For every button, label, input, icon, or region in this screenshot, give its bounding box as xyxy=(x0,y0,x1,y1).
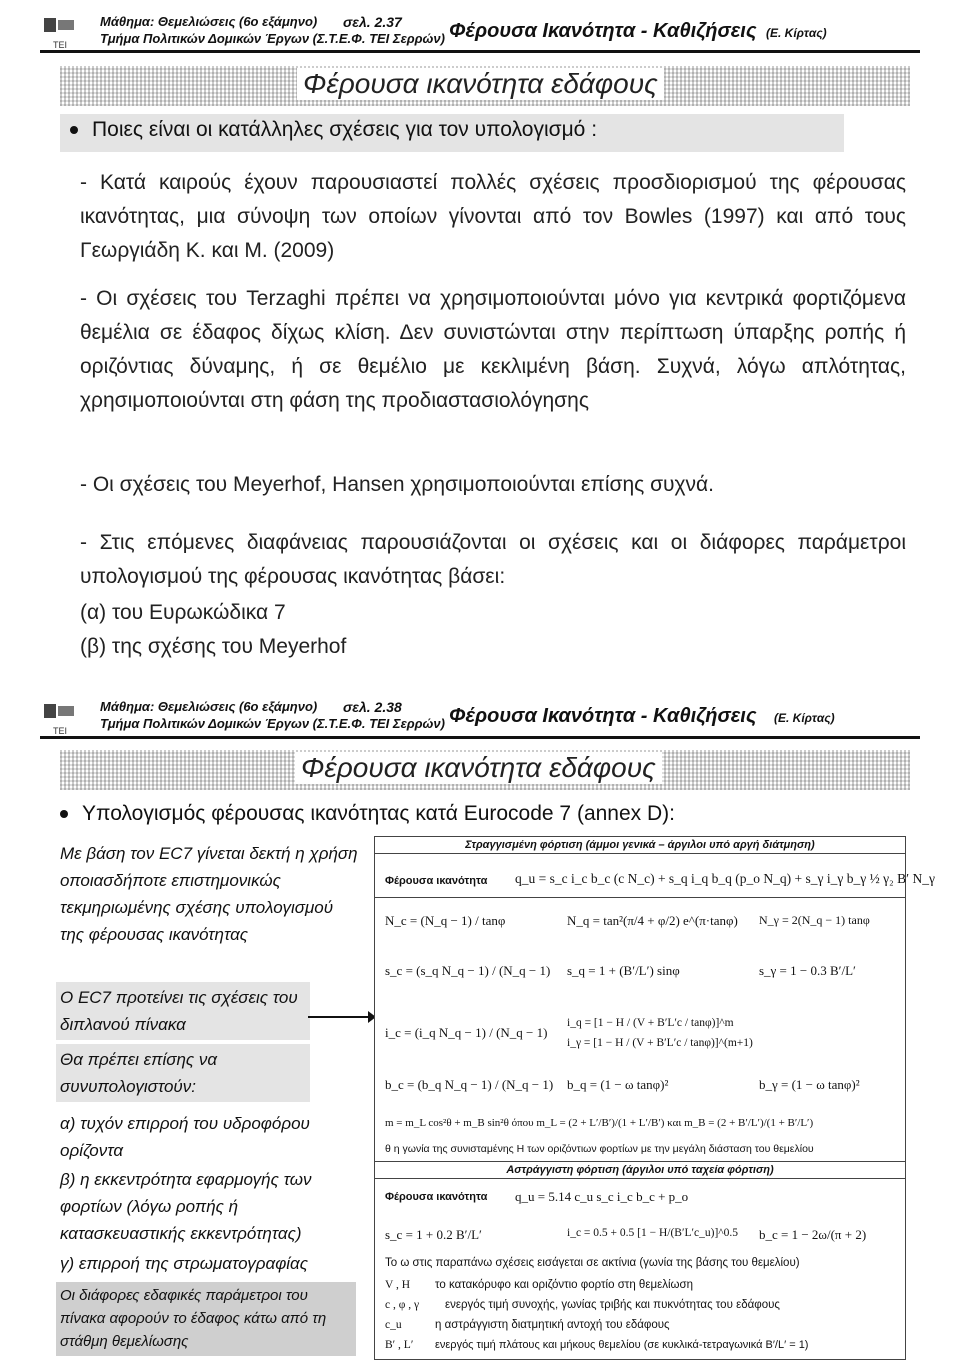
stratigraphy-text: γ) επιρροή της στρωματογραφίας xyxy=(60,1254,309,1273)
legend-symbol-cu: c_u xyxy=(385,1319,402,1331)
ig-formula: i_γ = [1 − H / (V + B′L′c / tanφ)]^(m+1) xyxy=(567,1037,753,1049)
paragraph-terzaghi: - Οι σχέσεις του Terzaghi πρέπει να χρησιμοποιούνται μόνο για κεντρικά φορτιζόμενα θεμέλια σε έδαφος δίχως κλίση. Δεν συνιστώνται στην περίπτωση ύπαρξης ροπής ή οριζόντιας δύναμης, ή σε θεμέλιο με κεκλιμένη βάση. Συχνά, λόγω απλότητας, χρησιμοποιούνται στη φάση της προδιαστασιολόγησης xyxy=(80,287,906,412)
theta-note: θ η γωνία της συνισταμένης Η των οριζόντιων φορτίων με την μεγάλη διάσταση του θεμελίου xyxy=(385,1143,814,1155)
nc-formula: N_c = (N_q − 1) / tanφ xyxy=(385,913,506,928)
legend-text-c-phi-gamma: ενεργός τιμή συνοχής, γωνίας τριβής και πυκνότητας του εδάφους xyxy=(445,1299,780,1311)
page-number: σελ. 2.37 xyxy=(343,14,402,30)
paragraph-bowles: - Κατά καιρούς έχουν παρουσιαστεί πολλές σχέσεις προσδιορισμού της φέρουσας ικανότητας, μια σύνοψη των οποίων γίνονται από τον Bowles (1997) και από τους Γεωργιάδη Κ. και Μ. (2009) xyxy=(80,171,906,262)
ec7-formula-table xyxy=(374,836,935,1360)
bullet-dot xyxy=(70,126,78,134)
bearing-label-undrained: Φέρουσα ικανότητα xyxy=(385,1191,488,1203)
course-label: Μάθημα: Θεμελιώσεις (6ο εξάμηνο) xyxy=(100,14,318,29)
header-rule xyxy=(40,736,920,739)
ic-undrained-formula: i_c = 0.5 + 0.5 [1 − H/(B′L′c_u)]^0.5 xyxy=(567,1227,739,1239)
paragraph-meyerhof-hansen: - Οι σχέσεις του Meyerhof, Hansen χρησιμοποιούνται επίσης συχνά. xyxy=(80,473,715,496)
soil-params-text: Οι διάφορες εδαφικές παράμετροι του πίνακα αφορούν το έδαφος κάτω από τη στάθμη θεμελίωσης xyxy=(60,1287,327,1350)
sq-formula: s_q = 1 + (B′/L′) sinφ xyxy=(567,963,680,978)
sc-undrained-formula: s_c = 1 + 0.2 B′/L′ xyxy=(385,1227,482,1242)
drained-caption: Στραγγισμένη φόρτιση (άμμοι γενικά – άργιλοι υπό αργή διάτμηση) xyxy=(375,837,905,854)
ic-formula: i_c = (i_q N_q − 1) / (N_q − 1) xyxy=(385,1025,548,1040)
groundwater-text: α) τυχόν επιρροή του υδροφόρου ορίζοντα xyxy=(60,1114,310,1160)
legend-symbol-bl: B′ , L′ xyxy=(385,1339,414,1351)
legend-text-bl: ενεργός τιμή πλάτους και μήκους θεμελίου (σε κυκλικά-τετραγωνικά B′/L′ = 1) xyxy=(435,1339,809,1351)
qu-undrained-formula: q_u = 5.14 c_u s_c i_c b_c + p_o xyxy=(515,1189,689,1204)
header-rule xyxy=(40,50,920,53)
header-title: Φέρουσα Ικανότητα - Καθιζήσεις xyxy=(449,705,757,727)
legend-text-cu: η αστράγγιστη διατμητική αντοχή του εδάφους xyxy=(435,1319,670,1331)
tei-logo xyxy=(40,14,80,54)
omega-note: Το ω στις παραπάνω σχέσεις εισάγεται σε ακτίνια (γωνία της βάσης του θεμελίου) xyxy=(385,1257,800,1269)
bullet-ec7 xyxy=(60,802,860,826)
department-label: Τμήμα Πολιτικών Δομικών Έργων (Σ.Τ.Ε.Φ. ΤΕΙ Σερρών) xyxy=(100,31,445,46)
sc-formula: s_c = (s_q N_q − 1) / (N_q − 1) xyxy=(385,963,551,978)
department-label: Τμήμα Πολιτικών Δομικών Έργων (Σ.Τ.Ε.Φ. ΤΕΙ Σερρών) xyxy=(100,716,445,731)
bullet-text: Υπολογισμός φέρουσας ικανότητας κατά Eurocode 7 (annex D): xyxy=(82,802,675,825)
bg-formula: b_γ = (1 − ω tanφ)² xyxy=(759,1077,860,1092)
undrained-caption: Αστράγγιστη φόρτιση (άργιλοι υπό ταχεία φόρτιση) xyxy=(375,1161,905,1179)
tei-logo xyxy=(40,700,80,740)
ec7-proposal-text: Ο EC7 προτείνει τις σχέσεις του διπλανού πίνακα xyxy=(60,988,298,1034)
author-label: (Ε. Κίρτας) xyxy=(766,26,827,40)
qu-formula: q_u = s_c i_c b_c (c N_c) + s_q i_q b_q (p_o N_q) + s_γ i_γ b_γ ½ γ₂ B′ N_γ xyxy=(515,871,935,886)
m-formula: m = m_L cos²θ + m_B sin²θ όπου m_L = (2 + L′/B′)/(1 + L′/B′) και m_B = (2 + B′/L′)/(1 + B′/L′) xyxy=(385,1117,814,1129)
arrow-icon xyxy=(308,1010,376,1029)
legend-symbol-vh: V , H xyxy=(385,1279,411,1291)
sg-formula: s_γ = 1 − 0.3 B′/L′ xyxy=(759,963,856,978)
slide-title: Φέρουσα ικανότητα εδάφους xyxy=(297,68,664,100)
header-title: Φέρουσα Ικανότητα - Καθιζήσεις xyxy=(449,20,757,42)
bc-undrained-formula: b_c = 1 − 2ω/(π + 2) xyxy=(759,1227,867,1242)
slide-title: Φέρουσα ικανότητα εδάφους xyxy=(295,752,662,784)
paragraph-ec7: (α) του Ευρωκώδικα 7 xyxy=(80,601,286,624)
bq-formula: b_q = (1 − ω tanφ)² xyxy=(567,1077,669,1092)
ec7-intro-text: Με βάση τον ΕC7 γίνεται δεκτή η χρήση οποιασδήποτε επιστημονικώς τεκμηριωμένης σχέσης υπολογισμού της φέρουσας ικανότητας xyxy=(60,844,358,944)
eccentricity-text: β) η εκκεντρότητα εφαρμογής των φορτίων (λόγω ροπής ή κατασκευαστικής εκκεντρότητας) xyxy=(60,1170,312,1243)
svg-text:ΤΕΙ: ΤΕΙ xyxy=(52,726,68,736)
page-number: σελ. 2.38 xyxy=(343,699,402,715)
ng-formula: N_γ = 2(N_q − 1) tanφ xyxy=(759,913,870,927)
paragraph-next-slides: - Στις επόμενες διαφάνειας παρουσιάζονται οι σχέσεις και οι διάφορες παράμετροι υπολογισμού της φέρουσας ικανότητας βάσει: xyxy=(80,531,906,588)
course-label: Μάθημα: Θεμελιώσεις (6ο εξάμηνο) xyxy=(100,699,318,714)
bullet-text: Ποιες είναι οι κατάλληλες σχέσεις για τον υπολογισμό : xyxy=(92,118,598,141)
bullet-question xyxy=(60,114,844,152)
row-rule xyxy=(375,897,905,898)
nq-formula: N_q = tan²(π/4 + φ/2) e^(π·tanφ) xyxy=(567,913,738,928)
author-label: (Ε. Κίρτας) xyxy=(774,711,835,725)
bearing-label: Φέρουσα ικανότητα xyxy=(385,875,488,887)
also-consider-text: Θα πρέπει επίσης να συνυπολογιστούν: xyxy=(60,1050,218,1096)
bc-formula: b_c = (b_q N_q − 1) / (N_q − 1) xyxy=(385,1077,554,1092)
iq-formula: i_q = [1 − H / (V + B′L′c / tanφ)]^m xyxy=(567,1017,734,1029)
legend-text-vh: το κατακόρυφο και οριζόντιο φορτίο στη θεμελίωση xyxy=(435,1279,693,1291)
paragraph-meyerhof: (β) της σχέσης του Meyerhof xyxy=(80,635,347,658)
bullet-dot xyxy=(60,810,68,818)
legend-symbol-c-phi-gamma: c , φ , γ xyxy=(385,1299,420,1311)
svg-text:ΤΕΙ: ΤΕΙ xyxy=(52,40,68,50)
